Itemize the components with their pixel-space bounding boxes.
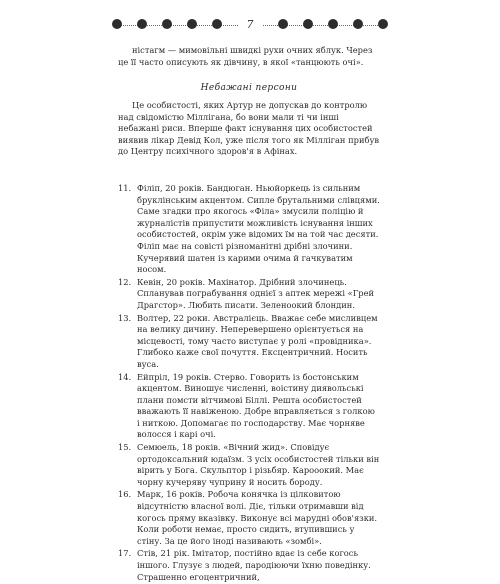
entry-text: Волтер, 22 роки. Австралієць. Вважає себе мисливцем на велику дичину. Неперевершено орієнтується на місцевості, тому часто виступає у ролі «провідника». Глибоко каже свої почуття. Ексцентричний. Носить вуса.: [137, 312, 378, 369]
ornament-dot: [278, 19, 288, 29]
ornament-dot: [162, 19, 172, 29]
entry-number: 11.: [118, 183, 132, 193]
entry-text: Філіп, 20 років. Бандюган. Ньюйоркець із сильним бруклінським акцентом. Сипле брутальними слівцями. Саме згадки про якогось «Філа» змусили поліцію й журналістів припустити можливість існування інших особистостей, окрім уже відомих їм на той час десяти. Філіп має на совісті різноманітні дрібні злочини. Кучерявий шатен із карими очима й гачкуватим носом.: [137, 183, 380, 275]
ornament-dot: [378, 19, 388, 29]
entry-number: 17.: [118, 548, 132, 559]
entry-text: Стів, 21 рік. Імітатор, постійно вдає із себе когось іншого. Глузує з людей, пародіюючи їхню поведінку. Страшенно егоцентричний,: [137, 548, 371, 582]
section-paragraph: Це особистості, яких Артур не допускав до контролю над свідомістю Міллігана, бо вони мали ті чи інші небажані риси. Вперше факт існування цих особистостей виявив лікар Девід Кол, уже після того як Мілліган прибув до Центру психічного здоров'я в Афінах.: [118, 100, 380, 157]
list-item: [118, 277, 380, 312]
list-item: [118, 313, 380, 371]
entry-text: Кевін, 20 років. Махінатор. Дрібний злочинець. Спланував пограбування однієї з аптек мережі «Грей Драгстор». Любить писати. Зеленоокий блондин.: [137, 276, 375, 310]
ornament-dot: [187, 19, 197, 29]
section-title: Небажані персони: [200, 83, 298, 93]
intro-paragraph: ністагм — мимовільні швидкі рухи очних яблук. Через це її часто описують як дівчину, в якої «танцюють очі».: [118, 45, 373, 67]
ornament-dot: [353, 19, 363, 29]
page-number: 7: [238, 18, 262, 31]
ornament-dot: [137, 19, 147, 29]
entry-number: 12.: [118, 276, 132, 287]
list-item: [118, 489, 380, 547]
entry-text: Марк, 16 років. Робоча конячка із цілковитою відсутністю власної волі. Діє, тільки отримавши від когось пряму вказівку. Виконує всі марудні обов'язки. Коли роботи немає, просто сидить, втупившись у стіну. За це його іноді називають «зомбі».: [137, 489, 378, 546]
ornament-dot: [112, 19, 122, 29]
ornament-dot: [212, 19, 222, 29]
entry-number: 15.: [118, 442, 132, 453]
list-item: [118, 442, 380, 488]
list-item: [118, 372, 380, 442]
entries-list: [118, 183, 380, 584]
entry-text: Семюель, 18 років. «Вічний жид». Сповідує ортодоксальний юдаїзм. З усіх особистостей тільки він вірить у Бога. Скульптор і різьбяр. Карооокий. Має чорну кучеряву чуприну й носить бороду.: [137, 442, 380, 487]
list-item: [118, 548, 380, 583]
entry-number: 13.: [118, 312, 132, 323]
ornament-dot: [303, 19, 313, 29]
entry-text: Ейпріл, 19 років. Стерво. Говорить із бостонським акцентом. Виношує численні, воістину диявольські плани помсти вітчимові Біллі. Решта особистостей вважають її навіженою. Добре вправляється з голкою і ниткою. Допомагає по господарству. Має чорняве волосся і карі очі.: [137, 371, 375, 440]
list-item: [118, 183, 380, 276]
page-header: [0, 0, 500, 40]
entry-number: 14.: [118, 371, 132, 382]
entry-number: 16.: [118, 489, 132, 500]
ornament-dot: [328, 19, 338, 29]
